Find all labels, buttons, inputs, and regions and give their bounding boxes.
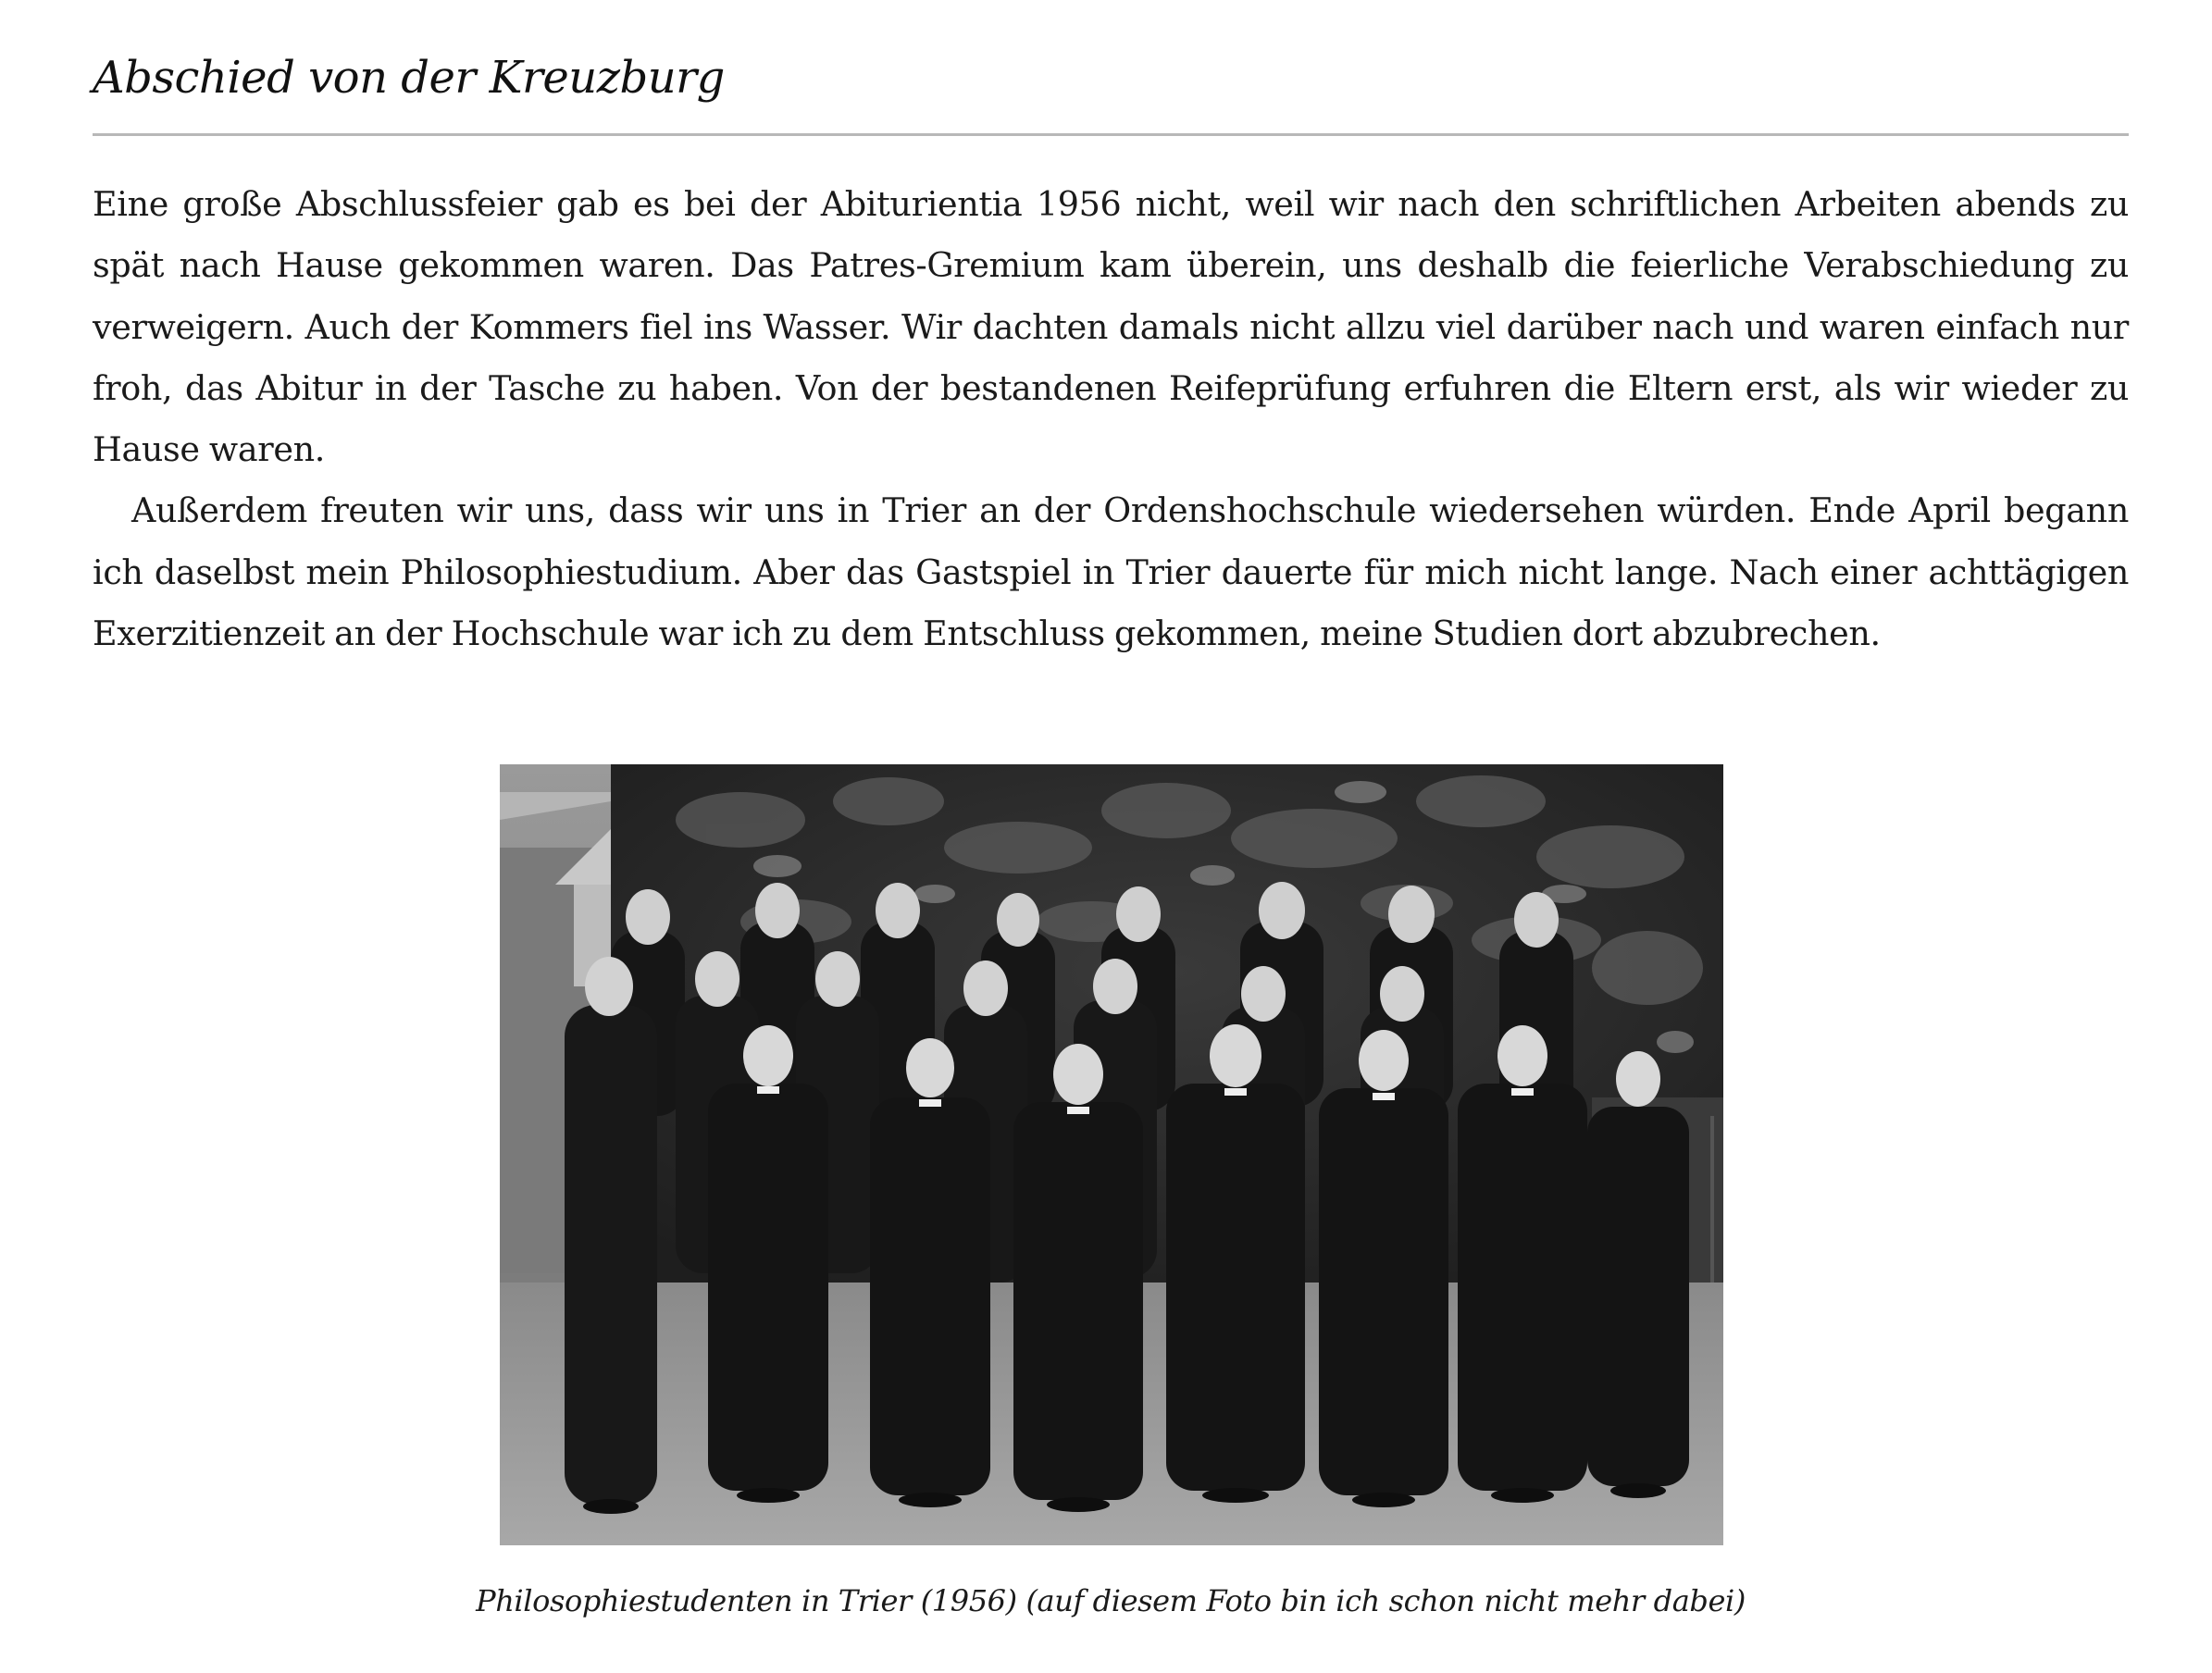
paragraph-2: Außerdem freuten wir uns, dass wir uns in Trier an der Ordenshochschule wiedersehen würden. Ende April begann ich daselbst mein Philosophiestudium. Aber das Gastspiel in Trier dauerte für mich nicht lange. Nach einer achttägigen Exerzitienzeit an der Hochschule war ich zu dem Entschluss gekommen, meine Studien dort abzubrechen.	[93, 490, 2129, 654]
heading-divider	[93, 133, 2129, 136]
group-photo-image	[500, 764, 1723, 1545]
paragraph-1: Eine große Abschlussfeier gab es bei der Abiturientia 1956 nicht, weil wir nach den schriftlichen Arbeiten abends zu spät nach Hause gekommen waren. Das Patres-Gremium kam überein, uns deshalb die feierliche Verabschiedung zu verweigern. Auch der Kommers fiel ins Wasser. Wir dachten damals nicht allzu viel darüber nach und waren einfach nur froh, das Abitur in der Tasche zu haben. Von der bestandenen Reifeprüfung erfuhren die Eltern erst, als wir wieder zu Hause waren.	[93, 184, 2129, 470]
section-heading: Abschied von der Kreuzburg	[93, 52, 725, 104]
group-photo	[500, 764, 1723, 1545]
document-page	[93, 0, 2129, 1673]
figure-caption: Philosophiestudenten in Trier (1956) (auf diesem Foto bin ich schon nicht mehr dabei)	[476, 1583, 1746, 1618]
body-text	[93, 174, 2129, 664]
